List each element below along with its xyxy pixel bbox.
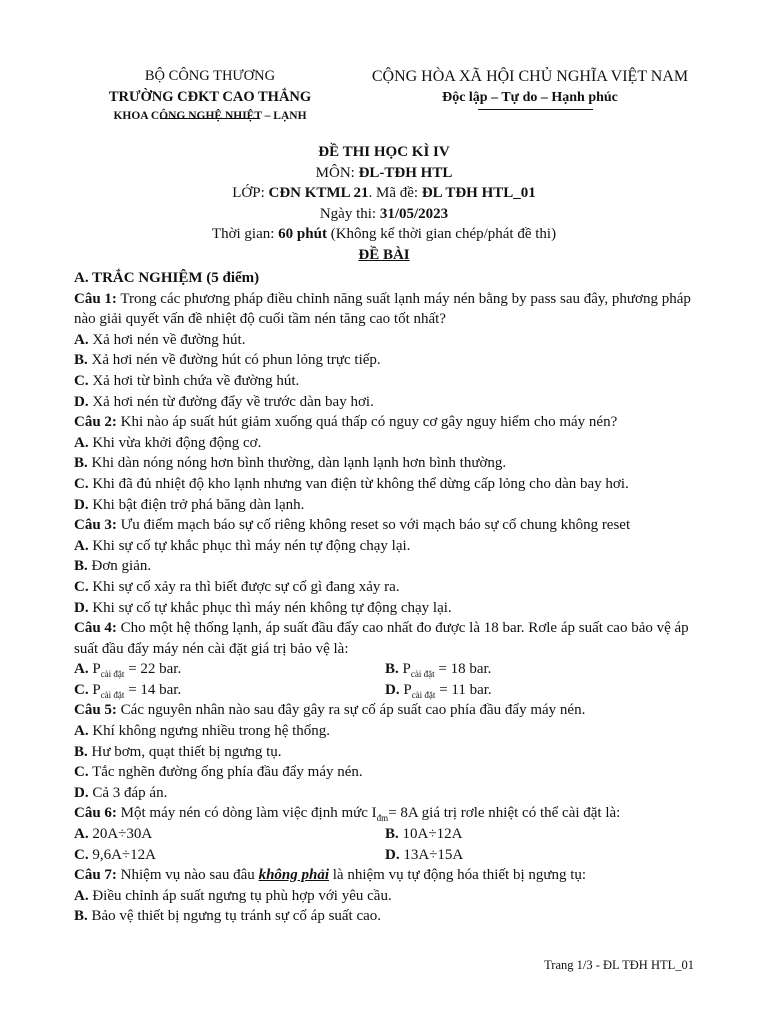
header-right [355,66,705,108]
q5-option-b: B. Hư bơm, quạt thiết bị ngưng tụ. [74,743,282,760]
q2-option-a: A. Khi vừa khởi động động cơ. [74,434,262,451]
q6-options-row-2 [74,845,696,866]
q4-option-c: C. $P_{cài đặt} = 14$ bar. [74,681,182,700]
exam-date-line: Ngày thi: 31/05/2023 [319,205,449,222]
header-right-underline [478,109,593,110]
q5-option-c: C. Tắc nghẽn đường ống phía đầu đẩy máy nén. [74,764,363,781]
q4-option-a: A. $P_{cài đặt} = 22$ bar. [74,661,182,680]
exam-time-line: Thời gian: 60 phút (Không kể thời gian chép/phát đề thi) [211,226,557,243]
question-1: Câu 1: Trong các phương pháp điều chỉnh năng suất lạnh máy nén bằng by pass sau đây, phương pháp nào giải quyết vấn đề nhiệt độ cuối tầm nén tăng cao tốt nhất? [74,290,691,328]
republic-name: CỘNG HÒA XÃ HỘI CHỦ NGHĨA VIỆT NAM [371,68,689,85]
question-7: Câu 7: Nhiệm vụ nào sau đâu không phải là nhiệm vụ tự động hóa thiết bị ngưng tụ: [74,867,587,884]
exam-title: ĐỀ THI HỌC KÌ IV [318,144,450,160]
q4-options-row-2 [74,680,696,701]
q1-option-d: D. Xả hơi nén từ đường đẩy về trước dàn bay hơi. [74,393,374,410]
header-left-underline [160,118,260,119]
question-3: Câu 3: Ưu điểm mạch báo sự cố riêng không reset so với mạch báo sự cố chung không reset [74,517,631,534]
q1-option-c: C. Xả hơi từ bình chứa về đường hút. [74,372,300,389]
q4-option-b: B. $P_{cài đặt} = 18$ bar. [385,661,492,680]
section-a-title: A. TRẮC NGHIỆM (5 điểm) [74,270,260,286]
q1-option-a: A. Xả hơi nén về đường hút. [74,331,246,348]
q6-option-d: D. 13A÷15A [385,846,464,863]
q6-option-b: B. 10A÷12A [385,826,463,843]
q2-option-c: C. Khi đã đủ nhiệt độ kho lạnh nhưng van điện từ không thể dừng cấp lỏng cho dàn bay hơi. [74,475,629,492]
q3-option-c: C. Khi sự cố xảy ra thì biết được sự cố gì đang xảy ra. [74,578,400,595]
question-6: Câu 6: Một máy nén có dòng làm việc định mức $I_{đm}= 8A$ giá trị rơle nhiệt có thể cài đặt là: [74,805,621,824]
question-5: Câu 5: Các nguyên nhân nào sau đây gây ra sự cố áp suất cao phía đầu đẩy máy nén. [74,702,586,719]
q3-option-a: A. Khi sự cố tự khắc phục thì máy nén tự động chạy lại. [74,537,411,554]
faculty-name: KHOA CÔNG NGHỆ NHIỆT – LẠNH [113,110,307,122]
q6-option-a: A. 20A÷30A [74,826,153,843]
exam-class-line: LỚP: CĐN KTML 21. Mã đề: ĐL TĐH HTL_01 [232,185,536,202]
ministry-name: BỘ CÔNG THƯƠNG [144,68,276,84]
header-left [90,66,330,124]
exam-title-block [0,142,768,266]
q6-options-row-1 [74,824,696,845]
page-footer: Trang 1/3 - ĐL TĐH HTL_01 [544,958,694,972]
school-name: TRƯỜNG CĐKT CAO THẮNG [108,89,312,105]
q6-option-c: C. 9,6A÷12A [74,846,156,863]
exam-subject-line: MÔN: ĐL-TĐH HTL [315,164,453,181]
exam-heading: ĐỀ BÀI [358,246,410,263]
q1-option-b: B. Xả hơi nén về đường hút có phun lỏng trực tiếp. [74,352,381,369]
national-motto: Độc lập – Tự do – Hạnh phúc [442,90,618,105]
q3-option-d: D. Khi sự cố tự khắc phục thì máy nén không tự động chạy lại. [74,599,452,616]
q7-option-a: A. Điều chỉnh áp suất ngưng tụ phù hợp với yêu cầu. [74,887,392,904]
q3-option-b: B. Đơn giản. [74,558,152,575]
q2-option-d: D. Khi bật điện trở phá băng dàn lạnh. [74,496,305,513]
q7-option-b: B. Bảo vệ thiết bị ngưng tụ tránh sự cố áp suất cao. [74,908,382,925]
exam-content [74,268,696,927]
q4-options-row-1 [74,659,696,680]
q5-option-d: D. Cả 3 đáp án. [74,784,168,801]
q2-option-b: B. Khi dàn nóng nóng hơn bình thường, dàn lạnh lạnh hơn bình thường. [74,455,507,472]
q4-option-d: D. $P_{cài đặt} = 11$ bar. [385,681,492,700]
q5-option-a: A. Khí không ngưng nhiều trong hệ thống. [74,723,331,740]
question-4: Câu 4: Cho một hệ thống lạnh, áp suất đầu đẩy cao nhất đo được là 18 bar. Rơle áp suất cao bảo vệ áp suất đầu đẩy máy nén cài đặt giá trị bảo vệ là: [74,620,689,657]
question-2: Câu 2: Khi nào áp suất hút giảm xuống quá thấp có nguy cơ gây nguy hiểm cho máy nén? [74,414,618,431]
